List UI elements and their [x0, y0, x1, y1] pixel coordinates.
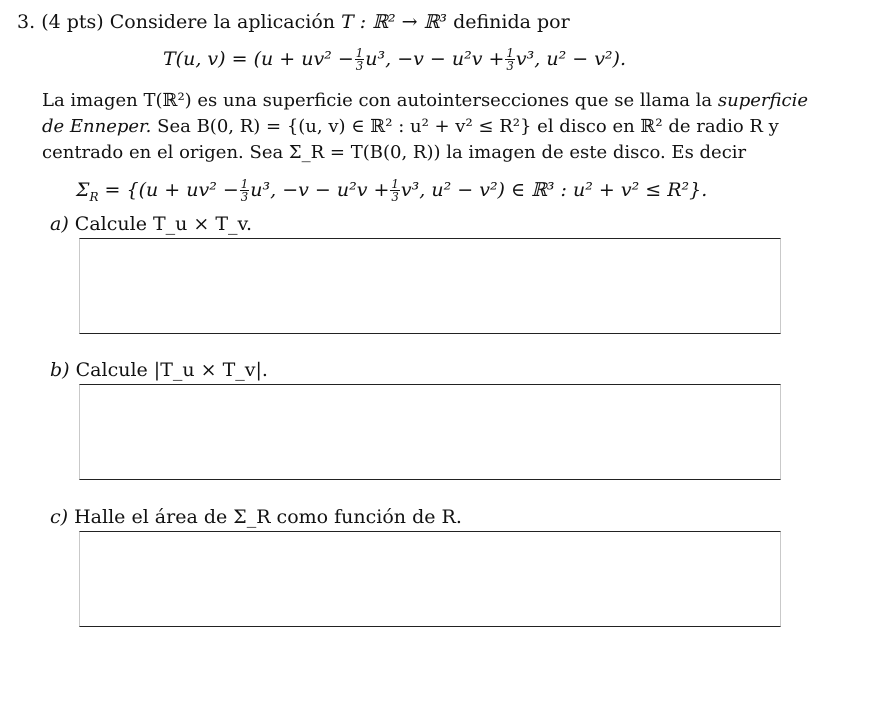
surface-name-2: de Enneper. [42, 116, 152, 137]
intro-text: Considere la aplicación [109, 11, 336, 33]
definition-lhs: T(u, v) = [163, 48, 248, 71]
part-c-label: c) Halle el área de Σ_R como función de R. [50, 506, 462, 528]
part-b-label: b) Calcule |T_u × T_v|. [50, 359, 268, 381]
problem-points: (4 pts) [41, 11, 104, 33]
definition-rhs-1: (u + uv² − [253, 48, 354, 71]
set-formula: $\Sigma_R = \{(u + uv^2$ − $\frac{1}{3}$ u³, −v − u²v + $\frac{1}{3}$ v³, u² − v²) ∈ ℝ³ : u² + v² ≤ R²}. [76, 177, 708, 205]
part-c-text: Halle el área de Σ_R como función de R. [74, 506, 462, 528]
surface-name-1: superficie [717, 90, 808, 111]
part-b-text: Calcule |T_u × T_v|. [75, 359, 268, 381]
problem-number: 3. [17, 11, 36, 33]
paragraph-line-1: La imagen T(ℝ²) es una superficie con autointersecciones que se llama la superficie [42, 90, 808, 111]
map-signature: T : ℝ² → ℝ³ [341, 11, 448, 33]
definition-rhs-3: v³, u² − v²). [515, 48, 626, 71]
fraction-one-third: $\frac{1}{3}$ [355, 46, 364, 74]
part-a-text: Calcule T_u × T_v. [74, 213, 253, 235]
answer-box-c[interactable] [79, 531, 781, 627]
definition-rhs-2: u³, −v − u²v + [365, 48, 505, 71]
paragraph-line-3: centrado en el origen. Sea Σ_R = T(B(0, R)) la imagen de este disco. Es decir [42, 142, 747, 163]
part-a-label: a) Calcule T_u × T_v. [50, 213, 253, 235]
definition-formula [163, 47, 626, 73]
problem-header [17, 10, 570, 34]
intro-end: definida por [453, 11, 570, 33]
paragraph-line-2: de Enneper. Sea B(0, R) = {(u, v) ∈ ℝ² : u² + v² ≤ R²} el disco en ℝ² de radio R y [42, 116, 779, 137]
answer-box-b[interactable] [79, 384, 781, 480]
fraction-one-third-2: $\frac{1}{3}$ [506, 46, 514, 74]
answer-box-a[interactable] [79, 238, 781, 334]
